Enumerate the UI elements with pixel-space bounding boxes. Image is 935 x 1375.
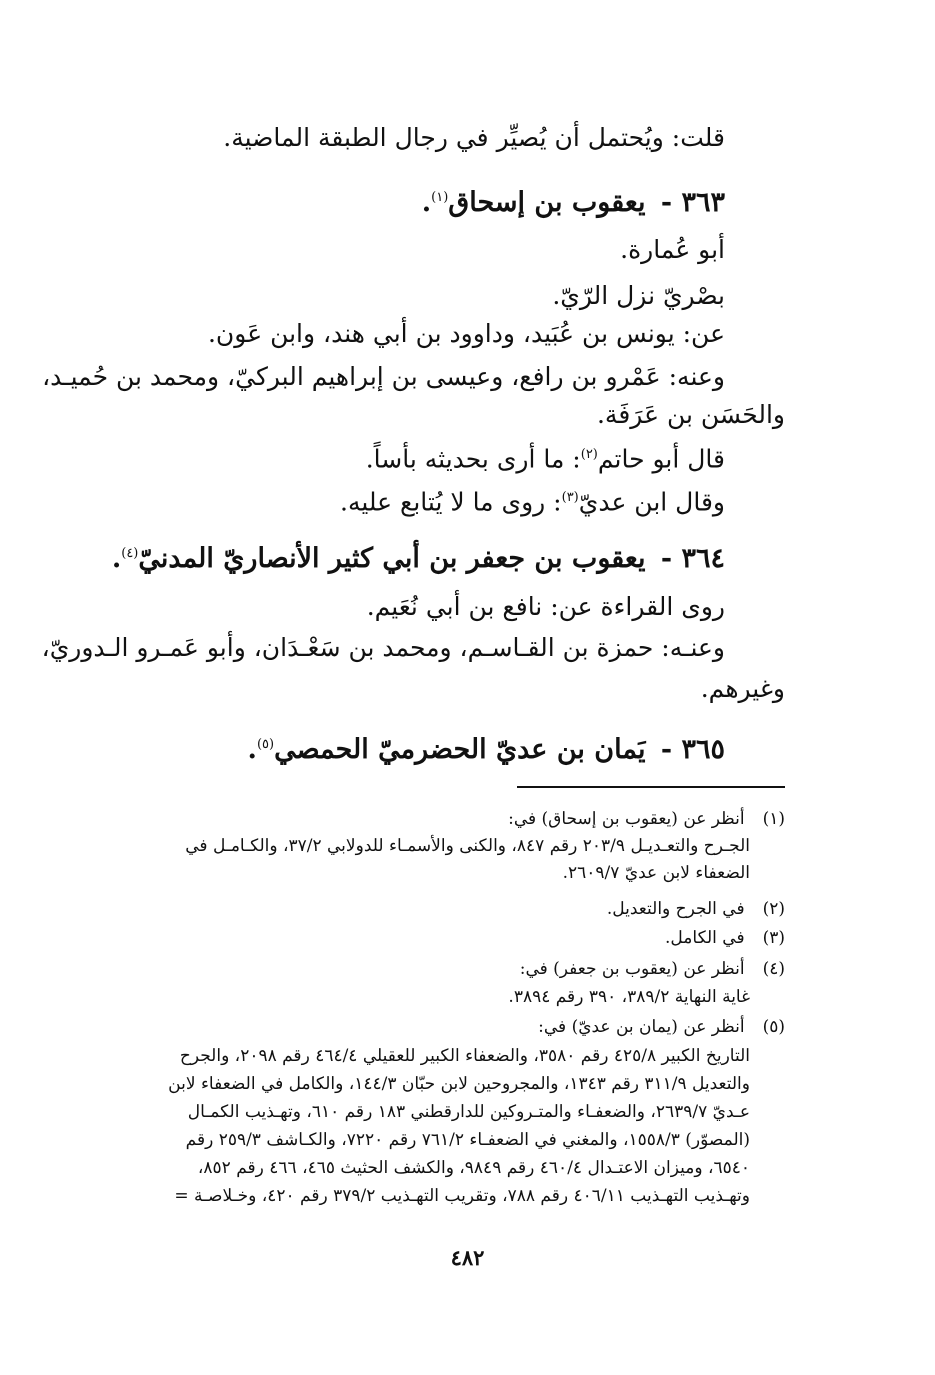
body-line <box>100 480 725 520</box>
footnote-number: (٣) <box>762 928 785 948</box>
body-line <box>100 437 725 477</box>
footnote-number: (٤) <box>762 959 785 979</box>
body-line: روى القراءة عن: نافع بن أبي نُعَيم. <box>366 592 725 621</box>
footnote-text: في الجرح والتعديل. <box>606 899 745 919</box>
entry-name: يعقوب بن جعفر بن أبي كثير الأنصاريّ المدنيّ <box>138 543 646 574</box>
footnote-ref: (٥) <box>256 737 275 752</box>
footnote-line: وتهـذيب التهـذيب ٤٠٦/١١ رقم ٧٨٨، وتقريب التهـذيب ٣٧٩/٢ رقم ٤٢٠، وخـلاصـة = <box>174 1186 750 1206</box>
footnote-line: غاية النهاية ٣٨٩/٢، ٣٩٠ رقم ٣٨٩٤. <box>508 987 750 1007</box>
entry-number: ٣٦٥ - <box>660 734 725 765</box>
page-number: ٤٨٢ <box>450 1245 485 1270</box>
footnote-text: أنظر عن (يعقوب بن إسحاق) في: <box>508 809 745 829</box>
entry-end: . <box>111 543 122 574</box>
footnote-line: (المصوّر) ١٥٥٨/٣، والمغني في الضعفـاء ٧٦١/٢ رقم ٧٢٢٠، والكـاشف ٢٥٩/٣ رقم <box>185 1130 750 1150</box>
body-line: بصْريّ نزل الرّيّ. <box>552 281 725 310</box>
entry-heading-364 <box>111 534 725 579</box>
footnote-ref: (٤) <box>121 546 139 561</box>
footnote-line: الضعفاء لابن عديّ ٢٦٠٩/٧. <box>562 863 750 883</box>
footnote-text: أنظر عن (يعقوب بن جعفر) في: <box>519 959 745 979</box>
entry-heading-363 <box>150 178 725 223</box>
footnote-text: في الكامل. <box>665 928 745 948</box>
footnote-separator <box>517 786 785 788</box>
entry-name: يَمان بن عديّ الحضرميّ الحمصي <box>274 734 646 765</box>
text-run: : روى ما لا يُتابع عليه. <box>340 487 562 517</box>
footnote-5 <box>96 1014 785 1041</box>
entry-number: ٣٦٤ - <box>660 543 725 574</box>
footnote-text: أنظر عن (يمان بن عديّ) في: <box>538 1017 745 1037</box>
body-line: أبو عُمارة. <box>620 235 725 264</box>
footnote-ref: (١) <box>431 190 449 205</box>
footnote-2 <box>96 896 785 923</box>
footnote-ref: (٣) <box>561 490 579 505</box>
body-line: قلت: ويُحتمل أن يُصيِّر في رجال الطبقة الماضية. <box>223 123 725 152</box>
footnote-line: التاريخ الكبير ٤٢٥/٨ رقم ٣٥٨٠، والضعفاء الكبير للعقيلي ٤٦٤/٤ رقم ٢٠٩٨، والجرح <box>179 1046 750 1066</box>
body-line: وعنه: عَمْرو بن رافع، وعيسى بن إبراهيم البركيّ، ومحمد بن حُميـد، <box>42 362 725 391</box>
footnote-ref: (٢) <box>580 447 598 462</box>
footnote-line: الجـرح والتعـديـل ٢٠٣/٩ رقم ٨٤٧، والكنى والأسمـاء للدولابي ٣٧/٢، والكـامـل في <box>185 836 750 856</box>
entry-name: يعقوب بن إسحاق <box>448 187 646 218</box>
body-line: وعنـه: حمزة بن القـاسـم، ومحمد بن سَعْـدَان، وأبو عَمـرو الـدوريّ، <box>41 633 725 662</box>
footnote-number: (١) <box>762 809 785 829</box>
text-run: : ما أرى بحديثه بأساً. <box>365 444 581 474</box>
footnote-number: (٥) <box>762 1017 785 1037</box>
footnote-line: ٦٥٤٠، وميزان الاعتـدال ٤٦٠/٤ رقم ٩٨٤٩، والكشف الحثيث ٤٦٥، ٤٦٦ رقم ٨٥٢، <box>197 1158 750 1178</box>
footnote-number: (٢) <box>762 899 785 919</box>
footnote-1 <box>96 806 785 833</box>
body-line: وغيرهم. <box>700 674 785 703</box>
footnote-4 <box>96 956 785 983</box>
footnote-3 <box>96 925 785 952</box>
body-line: عن: يونس بن عُبَيد، وداوود بن أبي هند، وابن عَون. <box>207 319 725 348</box>
text-run: وقال ابن عديّ <box>578 487 725 517</box>
footnote-line: والتعديل ٣١١/٩ رقم ١٣٤٣، والمجروحين لابن حبّان ١٤٤/٣، والكامل في الضعفاء لابن <box>168 1074 750 1094</box>
body-line: والحَسَن بن عَرَفَة. <box>596 400 785 429</box>
entry-number: ٣٦٣ - <box>660 187 725 218</box>
entry-end: . <box>421 187 432 218</box>
entry-end: . <box>247 734 257 765</box>
footnote-line: عـديّ ٢٦٣٩/٧، والضعفـاء والمتـروكين للدارقطني ١٨٣ رقم ٦١٠، وتهـذيب الكمـال <box>187 1102 750 1122</box>
text-run: قال أبو حاتم <box>597 444 725 474</box>
entry-heading-365 <box>150 725 725 770</box>
